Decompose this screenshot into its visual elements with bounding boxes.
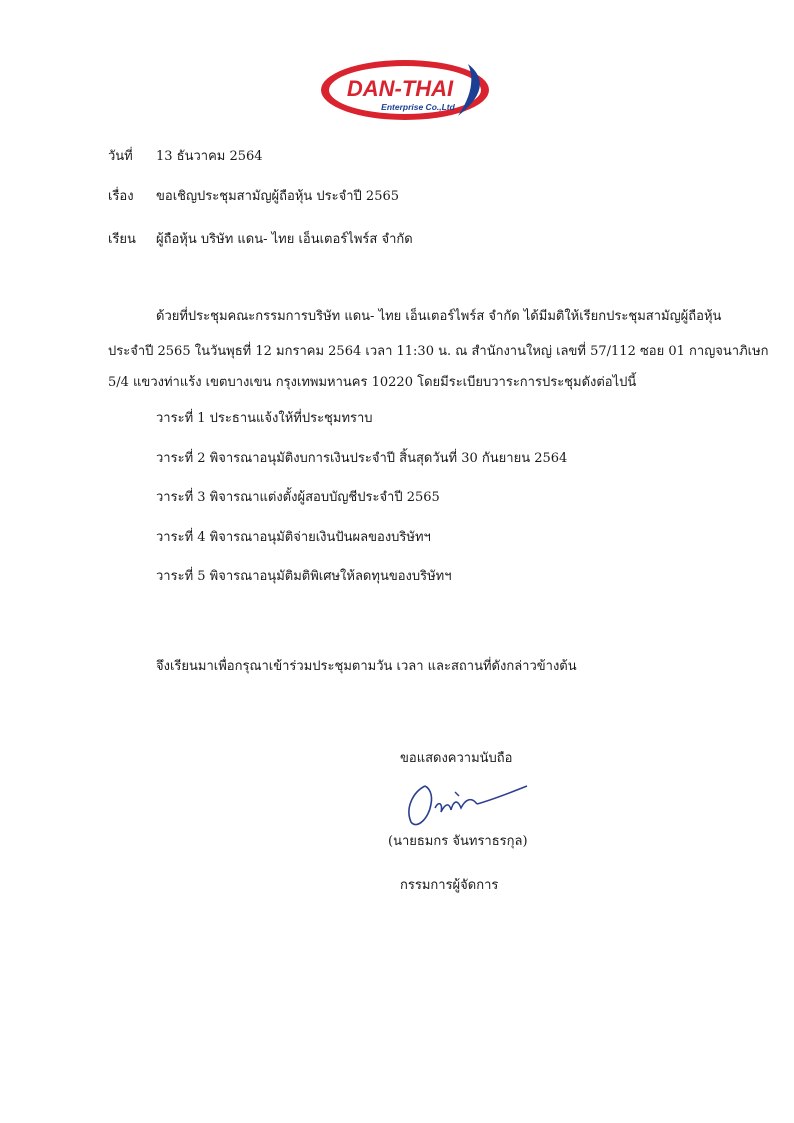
subject-label: เรื่อง (108, 189, 134, 204)
body-line-3: 5/4 แขวงท่าแร้ง เขตบางเขน กรุงเทพมหานคร 10220 โดยมีระเบียบวาระการประชุมดังต่อไปนี้ (108, 375, 637, 390)
to-value: ผู้ถือหุ้น บริษัท แดน- ไทย เอ็นเตอร์ไพร์ส จำกัด (156, 232, 413, 247)
agenda-item-1: วาระที่ 1 ประธานแจ้งให้ที่ประชุมทราบ (156, 411, 373, 426)
agenda-item-3: วาระที่ 3 พิจารณาแต่งตั้งผู้สอบบัญชีประจำปี 2565 (156, 490, 440, 505)
body-line-2: ประจำปี 2565 ในวันพุธที่ 12 มกราคม 2564 เวลา 11:30 น. ณ สำนักงานใหญ่ เลขที่ 57/112 ซอย 01 กาญจนาภิเษก (108, 344, 769, 359)
date-value: 13 ธันวาคม 2564 (156, 149, 263, 164)
handwritten-signature (395, 778, 545, 830)
subject-value: ขอเชิญประชุมสามัญผู้ถือหุ้น ประจำปี 2565 (156, 189, 400, 204)
signatory-title: กรรมการผู้จัดการ (400, 878, 499, 893)
company-logo (318, 56, 492, 124)
closing-text: จึงเรียนมาเพื่อกรุณาเข้าร่วมประชุมตามวัน เวลา และสถานที่ดังกล่าวข้างต้น (156, 659, 577, 674)
to-label: เรียน (108, 232, 136, 247)
regards-text: ขอแสดงความนับถือ (400, 751, 513, 766)
date-label: วันที่ (108, 149, 133, 164)
body-line-1: ด้วยที่ประชุมคณะกรรมการบริษัท แดน- ไทย เอ็นเตอร์ไพร์ส จำกัด ได้มีมติให้เรียกประชุมสามัญผู้ถือหุ้น (156, 309, 722, 324)
agenda-item-5: วาระที่ 5 พิจารณาอนุมัติมติพิเศษให้ลดทุนของบริษัทฯ (156, 569, 452, 584)
signatory-name: (นายธมกร จันทราธรกุล) (388, 834, 528, 849)
logo-subtitle-text: Enterprise Co.,Ltd (381, 102, 455, 112)
agenda-item-2: วาระที่ 2 พิจารณาอนุมัติงบการเงินประจำปี สิ้นสุดวันที่ 30 กันยายน 2564 (156, 451, 568, 466)
logo-brand-text: DAN-THAI (346, 76, 454, 101)
agenda-item-4: วาระที่ 4 พิจารณาอนุมัติจ่ายเงินปันผลของบริษัทฯ (156, 530, 431, 545)
